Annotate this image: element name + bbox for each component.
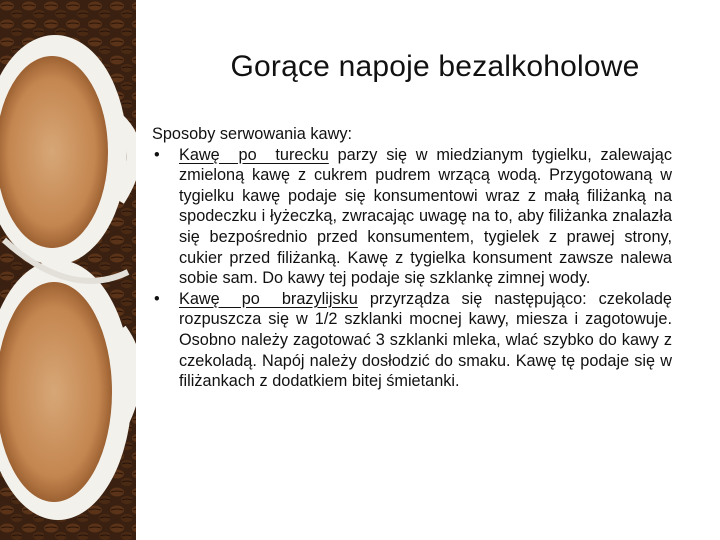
intro-text: Sposoby serwowania kawy: — [152, 125, 352, 143]
list-item-turkish — [152, 145, 672, 289]
list-item-brazilian — [152, 289, 672, 392]
serving-methods-list — [152, 145, 672, 392]
slide-title: Gorące napoje bezalkoholowe — [230, 50, 640, 83]
coffee-cups-photo — [0, 0, 136, 540]
slide-content — [152, 124, 672, 392]
description-turkish: parzy się w miedzianym tygielku, zalewając zmieloną kawę z cukrem pudrem wrzącą wodą. Przygotowaną w tygielku kawę podaje się konsumentowi wraz z małą filiżanką na spodeczku i łyżeczką, zwracając uwagę na to, aby filiżanka znalazła się bezpośrednio przed konsumentem, tygielek z prawej strony, cukier przed filiżanką. Kawę z tygielka konsument zawsze nalewa sobie sam. Do kawy tej podaje się szklankę zimnej wody. — [179, 145, 672, 288]
coffee-cups-illustration — [0, 0, 136, 540]
description-brazilian: przyrządza się następująco: czekoladę rozpuszcza się w 1/2 szklanki mocnej kawy, miesza i zagotowuje. Osobno należy zagotować 3 szklanki mleka, wlać szybko do kawy z czekoladą. Napój należy dosłodzić do smaku. Kawę tę podaje się w filiżankach z dodatkiem bitej śmietanki. — [179, 289, 672, 391]
term-brazilian: Kawę po brazylijsku — [179, 289, 358, 308]
term-turkish: Kawę po turecku — [179, 145, 329, 164]
